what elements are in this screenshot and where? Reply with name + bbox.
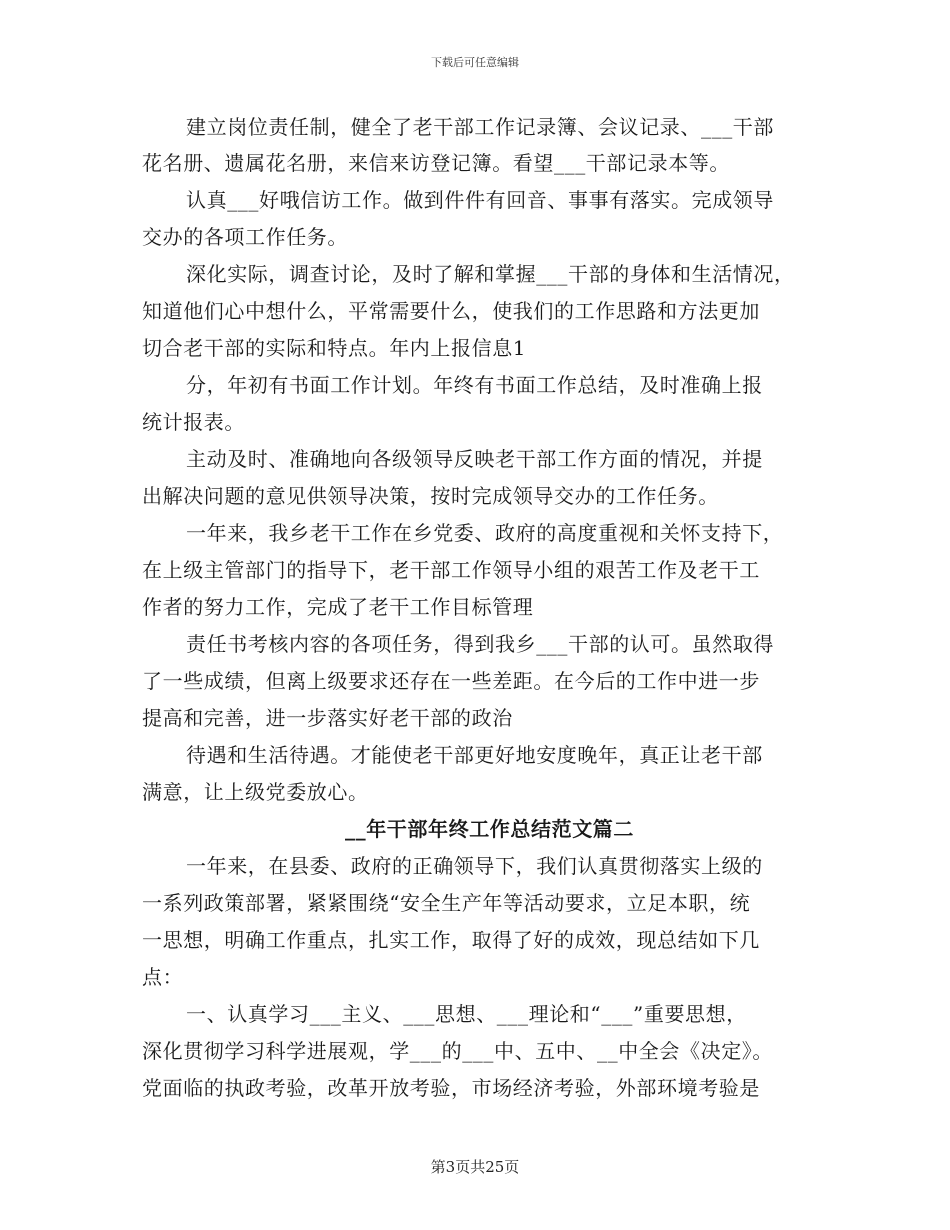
page-number: 第3页共25页 [430, 1158, 520, 1176]
text-line: 满意，让上级党委放心。 [142, 780, 369, 804]
text-line: 待遇和生活待遇。才能使老干部更好地安度晚年，真正让老干部 [186, 743, 763, 767]
text-line: 在上级主管部门的指导下，老干部工作领导小组的艰苦工作及老干工 [142, 558, 760, 582]
text-line: 建立岗位责任制，健全了老干部工作记录簿、会议记录、___干部 [186, 115, 774, 139]
text-line: 一思想，明确工作重点，扎实工作，取得了好的成效，现总结如下几 [142, 928, 760, 952]
text-line: 作者的努力工作，完成了老干工作目标管理 [142, 595, 534, 619]
text-line: 一年来，我乡老干工作在乡党委、政府的高度重视和关怀支持下， [186, 521, 784, 545]
text-line: 点： [142, 965, 184, 989]
text-line: 花名册、遗属花名册，来信来访登记簿。看望___干部记录本等。 [142, 151, 730, 175]
text-line: 切合老干部的实际和特点。年内上报信息1 [142, 336, 527, 360]
text-line: 深化贯彻学习科学进展观，学___的___中、五中、__中全会《决定》。 [142, 1039, 773, 1063]
section-title: __年干部年终工作总结范文篇二 [345, 817, 634, 841]
text-line: 统计报表。 [142, 410, 245, 434]
text-line: 一年来，在县委、政府的正确领导下，我们认真贯彻落实上级的 [186, 854, 763, 878]
text-line: 交办的各项工作任务。 [142, 225, 348, 249]
text-line: 了一些成绩，但离上级要求还存在一些差距。在今后的工作中进一步 [142, 669, 760, 693]
text-line: 提高和完善，进一步落实好老干部的政治 [142, 706, 513, 730]
text-line: 认真___好哦信访工作。做到件件有回音、事事有落实。完成领导 [186, 188, 774, 212]
page-header: 下载后可任意编辑 [431, 56, 519, 69]
text-line: 党面临的执政考验，改革开放考验，市场经济考验，外部环境考验是 [142, 1076, 760, 1100]
text-line: 一、认真学习___主义、___思想、___理论和“___”重要思想， [186, 1002, 747, 1026]
text-line: 出解决问题的意见供领导决策，按时完成领导交办的工作任务。 [142, 484, 719, 508]
text-line: 责任书考核内容的各项任务，得到我乡___干部的认可。虽然取得 [186, 632, 774, 656]
text-line: 深化实际，调查讨论，及时了解和掌握___干部的身体和生活情况， [186, 262, 795, 286]
text-line: 知道他们心中想什么，平常需要什么，使我们的工作思路和方法更加 [142, 299, 760, 323]
text-line: 分，年初有书面工作计划。年终有书面工作总结，及时准确上报 [186, 373, 763, 397]
text-line: 主动及时、准确地向各级领导反映老干部工作方面的情况，并提 [186, 447, 763, 471]
text-line: 一系列政策部署，紧紧围绕“安全生产年等活动要求，立足本职，统 [142, 891, 751, 915]
